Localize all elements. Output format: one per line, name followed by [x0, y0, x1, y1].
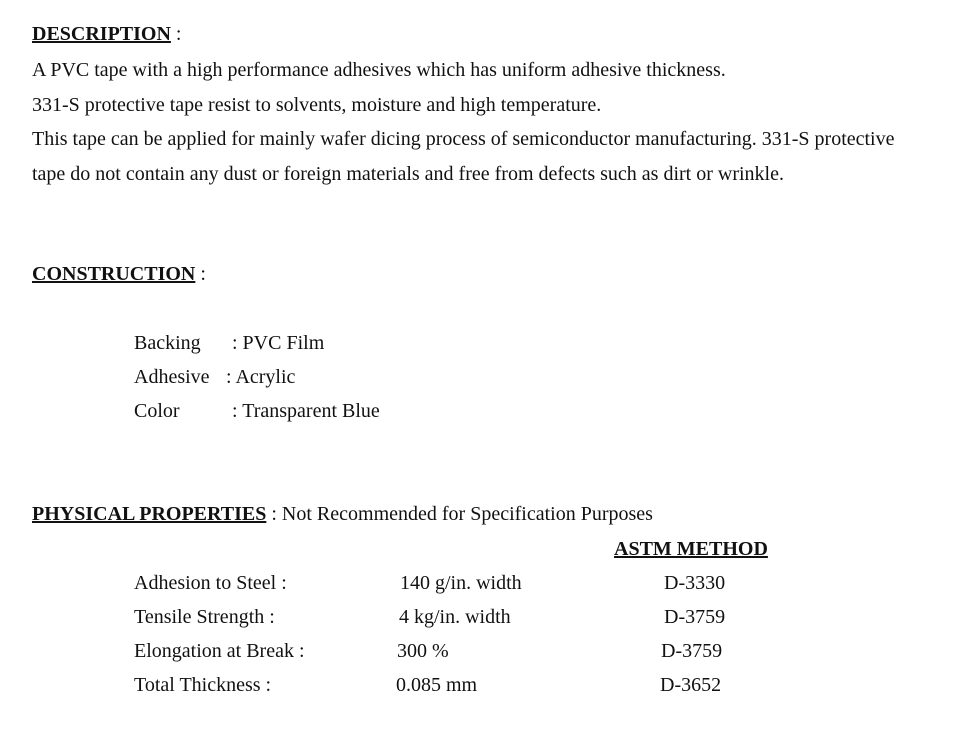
- description-heading: DESCRIPTION: [32, 23, 171, 45]
- description-section-title: [32, 22, 181, 46]
- construction-label: Color: [134, 400, 180, 422]
- description-line: This tape can be applied for mainly wafer dicing process of semiconductor manufacturing. 331-S protective tape do not contain any dust or foreign materials and free from defects such as dirt or wrinkle.: [32, 128, 895, 185]
- construction-section-title: [32, 262, 206, 286]
- property-value: 4 kg/in. width: [399, 606, 511, 628]
- construction-label: Adhesive: [134, 366, 210, 388]
- property-value: 140 g/in. width: [400, 572, 522, 594]
- construction-heading: CONSTRUCTION: [32, 263, 196, 285]
- property-name: Total Thickness :: [134, 674, 272, 696]
- description-heading-colon: :: [170, 23, 182, 45]
- description-line: A PVC tape with a high performance adhesives which has uniform adhesive thickness.: [32, 59, 726, 81]
- physical-properties-note: : Not Recommended for Specification Purposes: [266, 503, 653, 525]
- construction-value: : Acrylic: [226, 366, 296, 388]
- property-method: D-3759: [661, 640, 723, 662]
- property-method: D-3330: [664, 572, 726, 594]
- construction-value: : PVC Film: [232, 332, 325, 354]
- construction-label: Backing: [134, 332, 201, 354]
- property-name: Adhesion to Steel :: [134, 572, 287, 594]
- construction-heading-colon: :: [195, 263, 206, 285]
- property-name: Elongation at Break :: [134, 640, 305, 662]
- physical-properties-section-title: [32, 502, 653, 526]
- property-name: Tensile Strength :: [134, 606, 275, 628]
- property-method: D-3759: [664, 606, 726, 628]
- physical-properties-heading: PHYSICAL PROPERTIES: [32, 503, 267, 525]
- construction-value: : Transparent Blue: [232, 400, 380, 422]
- property-value: 0.085 mm: [396, 674, 478, 696]
- property-value: 300 %: [397, 640, 449, 662]
- astm-method-header: ASTM METHOD: [614, 538, 768, 560]
- description-line: 331-S protective tape resist to solvents, moisture and high temperature.: [32, 93, 602, 116]
- description-body: [32, 53, 900, 191]
- property-method: D-3652: [660, 674, 722, 696]
